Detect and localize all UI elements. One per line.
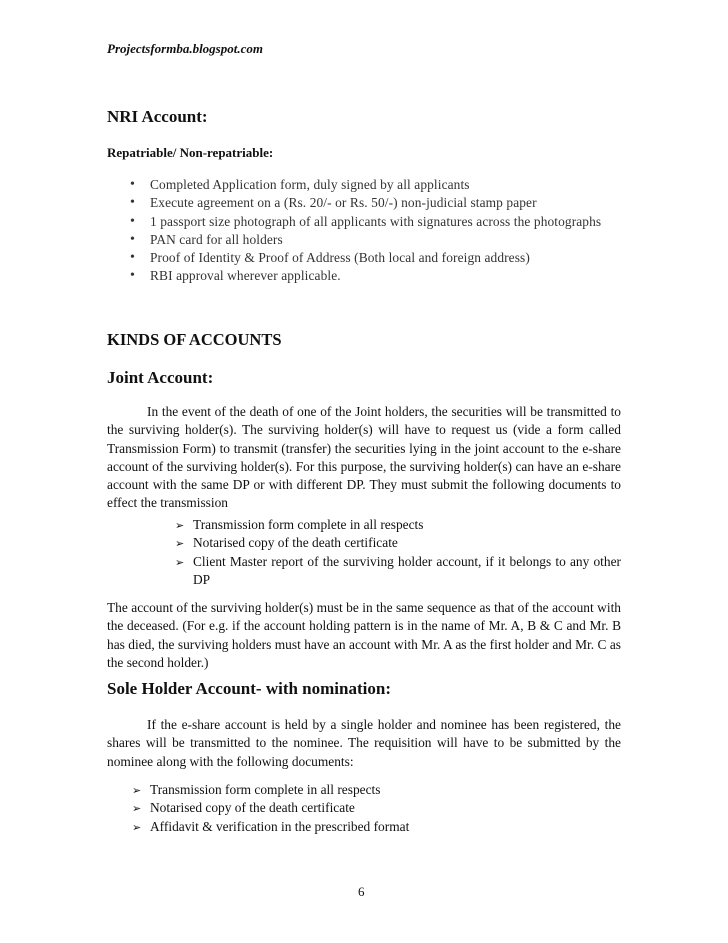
list-item: ➢ Client Master report of the surviving holder account, if it belongs to any other DP [175, 553, 621, 587]
list-item: ➢ Affidavit & verification in the prescribed format [0, 818, 621, 836]
joint-account-intro: In the event of the death of one of the Joint holders, the securities will be transmitted to the surviving holder(s). The surviving holder(s) will have to request us (vide a form called Transmission Form) to transmit (transfer) the securities lying in the joint account to the e-share account of the surviving holder(s). For this purpose, the surviving holder(s) can have an e-share account with the same DP or with different DP. They must submit the following documents to effect the transmission [107, 404, 621, 511]
joint-account-note: The account of the surviving holder(s) must be in the same sequence as that of the account with the deceased. (For e.g. if the account holding pattern is in the name of Mr. A, B & C and Mr. B has died, the surviving holders must have an account with Mr. A as the first holder and Mr. C as the second holder.) [107, 600, 621, 670]
list-item: • Execute agreement on a (Rs. 20/- or Rs. 50/-) non-judicial stamp paper [0, 194, 622, 212]
arrow-bullet-icon: ➢ [175, 520, 185, 532]
arrow-bullet-icon: ➢ [132, 785, 142, 797]
site-header: Projectsformba.blogspot.com [107, 41, 263, 56]
sole-documents-list [0, 781, 728, 836]
list-item: ➢ Transmission form complete in all respects [0, 516, 621, 534]
list-item: • PAN card for all holders [0, 231, 622, 249]
kinds-of-accounts-heading: KINDS OF ACCOUNTS [107, 330, 282, 349]
list-item: • Completed Application form, duly signed by all applicants [0, 176, 622, 194]
arrow-bullet-icon: ➢ [175, 556, 185, 569]
bullet-icon: • [130, 213, 136, 229]
arrow-bullet-icon: ➢ [175, 538, 185, 551]
nri-requirements-list [0, 176, 728, 286]
bullet-icon: • [130, 250, 136, 266]
nri-account-heading: NRI Account: [107, 107, 208, 126]
list-item: ➢ Notarised copy of the death certificate [0, 534, 621, 552]
list-item: ➢ Notarised copy of the death certificate [0, 799, 621, 817]
sole-holder-intro: If the e-share account is held by a single holder and nominee has been registered, the shares will be transmitted to the nominee. The requisition will have to be submitted by the nominee along with the following documents: [107, 717, 621, 769]
arrow-bullet-icon: ➢ [132, 803, 142, 816]
sole-holder-heading: Sole Holder Account- with nomination: [107, 679, 391, 698]
list-item: • Proof of Identity & Proof of Address (Both local and foreign address) [0, 249, 622, 267]
bullet-icon: • [130, 231, 136, 247]
list-item: • 1 passport size photograph of all applicants with signatures across the photographs [0, 213, 622, 231]
repatriable-subheading: Repatriable/ Non-repatriable: [107, 145, 274, 160]
joint-account-heading: Joint Account: [107, 368, 214, 387]
bullet-icon: • [130, 195, 136, 211]
arrow-bullet-icon: ➢ [132, 821, 142, 834]
joint-documents-list [0, 516, 728, 589]
list-item: ➢ Transmission form complete in all respects [0, 781, 621, 799]
page-number: 6 [358, 884, 365, 899]
bullet-icon: • [130, 268, 136, 284]
list-item: • RBI approval wherever applicable. [0, 267, 622, 285]
bullet-icon: • [130, 177, 136, 192]
